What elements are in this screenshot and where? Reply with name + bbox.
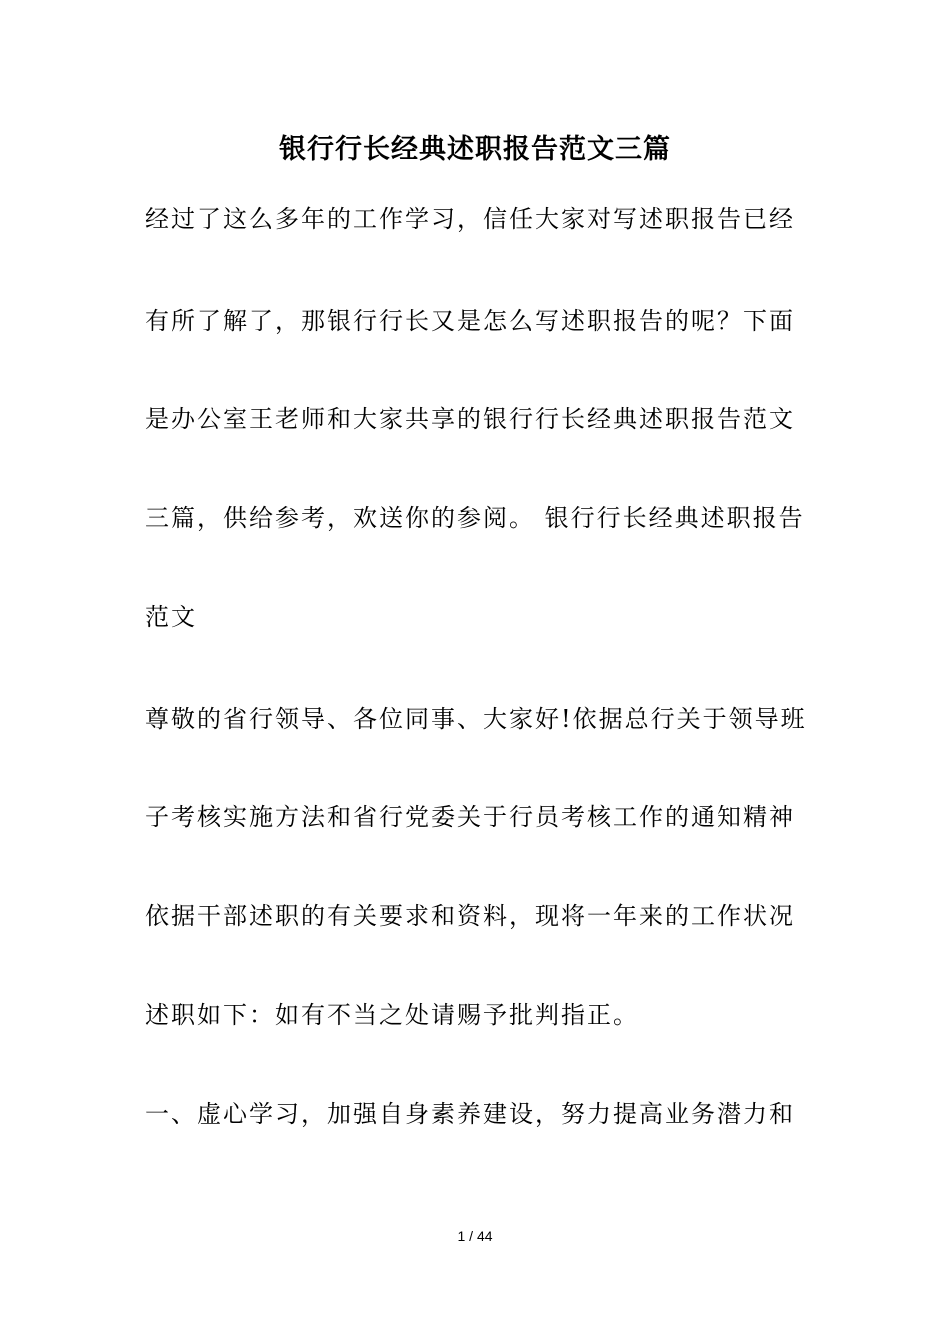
paragraph-line-10: 一、虚心学习，加强自身素养建设，努力提高业务潜力和 xyxy=(145,1100,795,1128)
document-title: 银行行长经典述职报告范文三篇 xyxy=(279,134,671,165)
paragraph-line-7: 子考核实施方法和省行党委关于行员考核工作的通知精神 xyxy=(145,803,795,831)
paragraph-line-9: 述职如下：如有不当之处请赐予批判指正。 xyxy=(145,1001,639,1029)
paragraph-line-2: 有所了解了，那银行行长又是怎么写述职报告的呢？下面 xyxy=(145,307,795,335)
paragraph-line-1: 经过了这么多年的工作学习，信任大家对写述职报告已经 xyxy=(145,205,795,233)
paragraph-line-6: 尊敬的省行领导、各位同事、大家好!依据总行关于领导班 xyxy=(145,705,807,733)
paragraph-line-4: 三篇，供给参考，欢送你的参阅。 银行行长经典述职报告 xyxy=(145,504,805,532)
paragraph-line-3: 是办公室王老师和大家共享的银行行长经典述职报告范文 xyxy=(145,405,795,433)
paragraph-line-8: 依据干部述职的有关要求和资料，现将一年来的工作状况 xyxy=(145,902,795,930)
paragraph-line-5: 范文 xyxy=(145,603,197,631)
page-number: 1 / 44 xyxy=(457,1228,493,1244)
